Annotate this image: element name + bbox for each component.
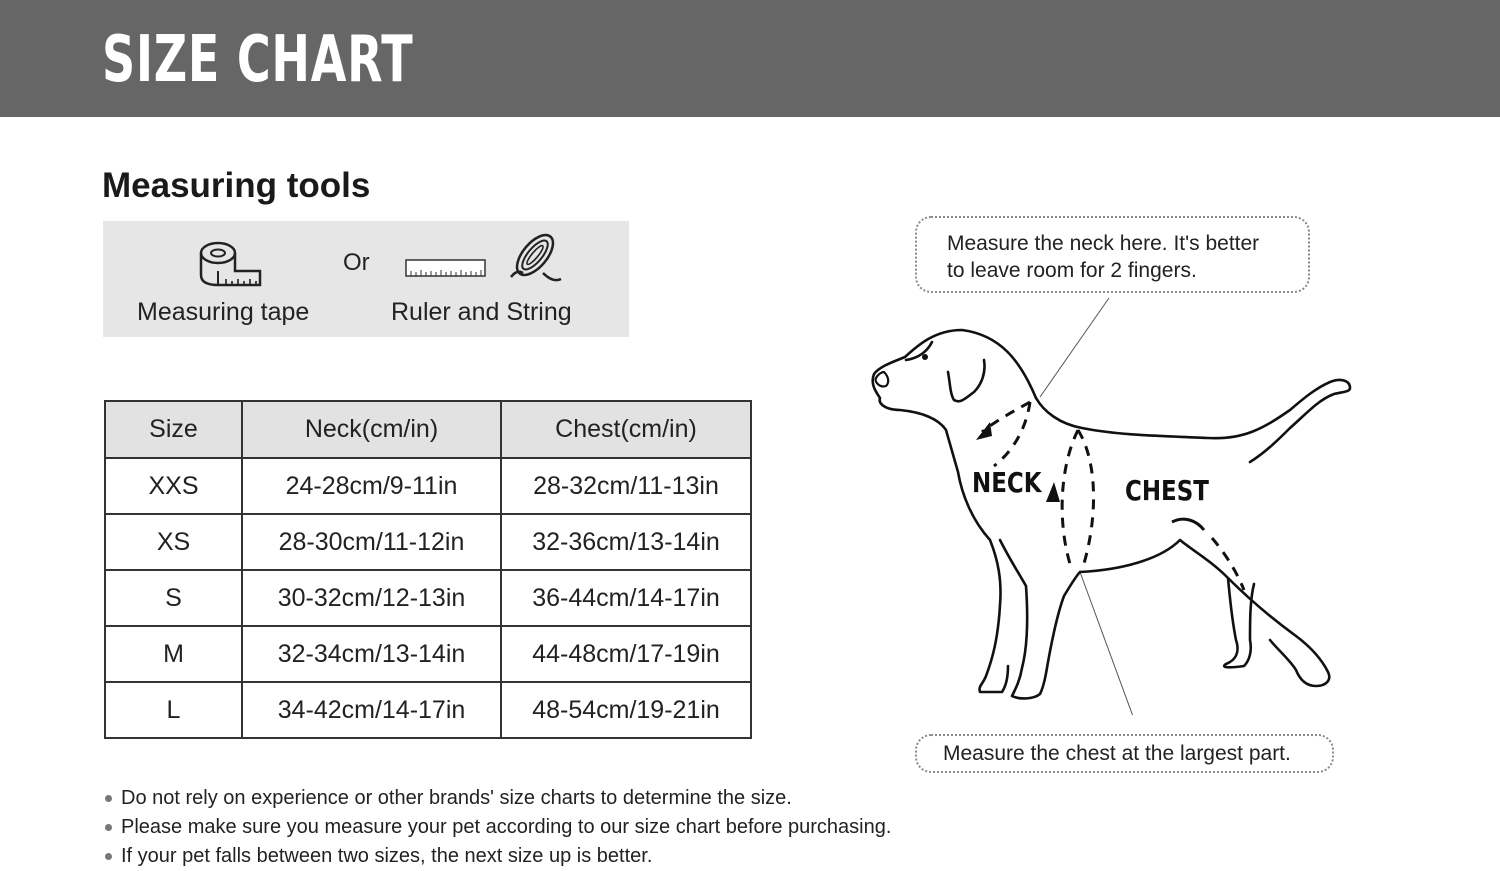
note-item: If your pet falls between two sizes, the next size up is better.: [104, 842, 891, 871]
note-item: Do not rely on experience or other brands' size charts to determine the size.: [104, 784, 891, 813]
callout-leader-lines: [1040, 298, 1138, 715]
dog-diagram: [855, 295, 1365, 715]
table-row: [105, 514, 751, 570]
measuring-tools-heading: Measuring tools: [102, 166, 371, 205]
column-header-chest: Chest(cm/in): [501, 401, 751, 458]
size-cell: M: [105, 626, 242, 682]
chest-cell: 32-36cm/13-14in: [501, 514, 751, 570]
chest-cell: 36-44cm/14-17in: [501, 570, 751, 626]
table-header-row: [105, 401, 751, 458]
size-cell: L: [105, 682, 242, 738]
neck-callout-line-2: to leave room for 2 fingers.: [947, 259, 1197, 282]
chest-label: CHEST: [1125, 474, 1209, 508]
dog-outline: [873, 330, 1350, 698]
neck-cell: 30-32cm/12-13in: [242, 570, 501, 626]
sizing-notes: [104, 784, 891, 871]
ruler-and-string-label: Ruler and String: [391, 298, 572, 326]
chest-callout: [915, 734, 1334, 773]
size-table: [104, 400, 752, 739]
measuring-tape-icon: [198, 239, 262, 287]
page-title: SIZE CHART: [102, 23, 414, 97]
column-header-size: Size: [105, 401, 242, 458]
size-cell: S: [105, 570, 242, 626]
or-label: Or: [343, 249, 370, 276]
note-item: Please make sure you measure your pet according to our size chart before purchasing.: [104, 813, 891, 842]
column-header-neck: Neck(cm/in): [242, 401, 501, 458]
string-coil-icon: [503, 229, 567, 289]
measuring-tools-panel: [103, 221, 629, 337]
table-row: [105, 570, 751, 626]
ruler-icon: [405, 259, 487, 279]
neck-cell: 34-42cm/14-17in: [242, 682, 501, 738]
neck-cell: 24-28cm/9-11in: [242, 458, 501, 514]
measuring-tape-label: Measuring tape: [137, 298, 310, 326]
chest-measure-line: [1062, 430, 1244, 590]
table-row: [105, 626, 751, 682]
table-row: [105, 682, 751, 738]
neck-cell: 32-34cm/13-14in: [242, 626, 501, 682]
chest-cell: 28-32cm/11-13in: [501, 458, 751, 514]
chest-cell: 44-48cm/17-19in: [501, 626, 751, 682]
size-cell: XS: [105, 514, 242, 570]
header-banner: [0, 0, 1500, 117]
table-row: [105, 458, 751, 514]
neck-cell: 28-30cm/11-12in: [242, 514, 501, 570]
neck-callout: [915, 216, 1310, 293]
chest-cell: 48-54cm/19-21in: [501, 682, 751, 738]
neck-callout-line-1: Measure the neck here. It's better: [947, 232, 1260, 255]
size-cell: XXS: [105, 458, 242, 514]
chest-callout-text: Measure the chest at the largest part.: [943, 742, 1291, 765]
neck-label: NECK: [972, 466, 1042, 500]
